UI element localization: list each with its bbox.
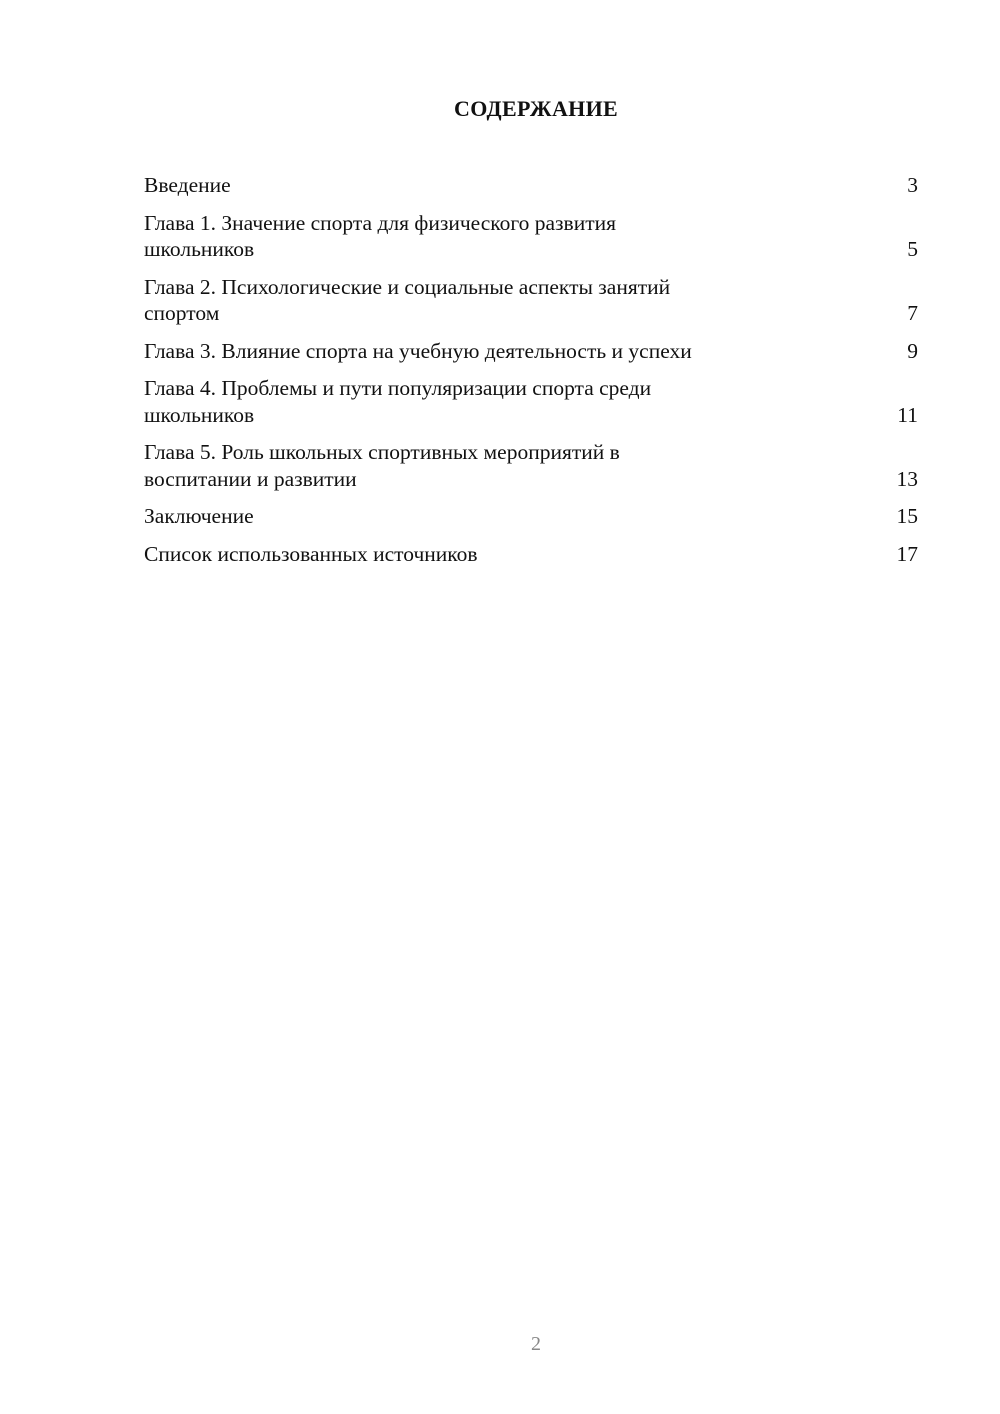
toc-entry-references	[144, 541, 918, 568]
toc-entry-title: Глава 5. Роль школьных спортивных мероприятий в воспитании и развитии	[144, 440, 620, 491]
toc-entry-title: Глава 2. Психологические и социальные аспекты занятий спортом	[144, 274, 671, 325]
toc-entry-page-number: 11	[897, 402, 918, 427]
toc-entry-page-number: 9	[907, 338, 918, 363]
toc-entry-conclusion	[144, 503, 918, 530]
page-title: СОДЕРЖАНИЕ	[454, 96, 618, 121]
toc-entry-title: Глава 4. Проблемы и пути популяризации спорта среди школьников	[144, 376, 652, 427]
toc-entry-chapter-4	[144, 375, 918, 428]
toc-entry-page-number: 7	[907, 301, 918, 325]
table-of-contents	[144, 172, 918, 578]
page-number: 2	[531, 1333, 541, 1355]
toc-entry-page-number: 15	[896, 504, 918, 528]
toc-entry-page-number: 3	[907, 173, 918, 197]
toc-entry-title: Глава 1. Значение спорта для физического развития школьников	[144, 210, 617, 261]
toc-entry-chapter-5	[144, 439, 918, 492]
toc-entry-page-number: 13	[896, 466, 918, 491]
toc-entry-title: Список использованных источников	[144, 541, 478, 566]
toc-entry-chapter-2	[144, 274, 918, 327]
toc-entry-chapter-3	[144, 338, 918, 365]
toc-entry-title: Введение	[144, 173, 231, 197]
toc-entry-page-number: 5	[907, 237, 918, 261]
toc-entry-chapter-1	[144, 210, 918, 263]
toc-entry-introduction	[144, 172, 918, 199]
toc-entry-title: Глава 3. Влияние спорта на учебную деятельность и успехи	[144, 338, 692, 363]
toc-entry-title: Заключение	[144, 504, 254, 528]
toc-entry-page-number: 17	[896, 541, 918, 566]
